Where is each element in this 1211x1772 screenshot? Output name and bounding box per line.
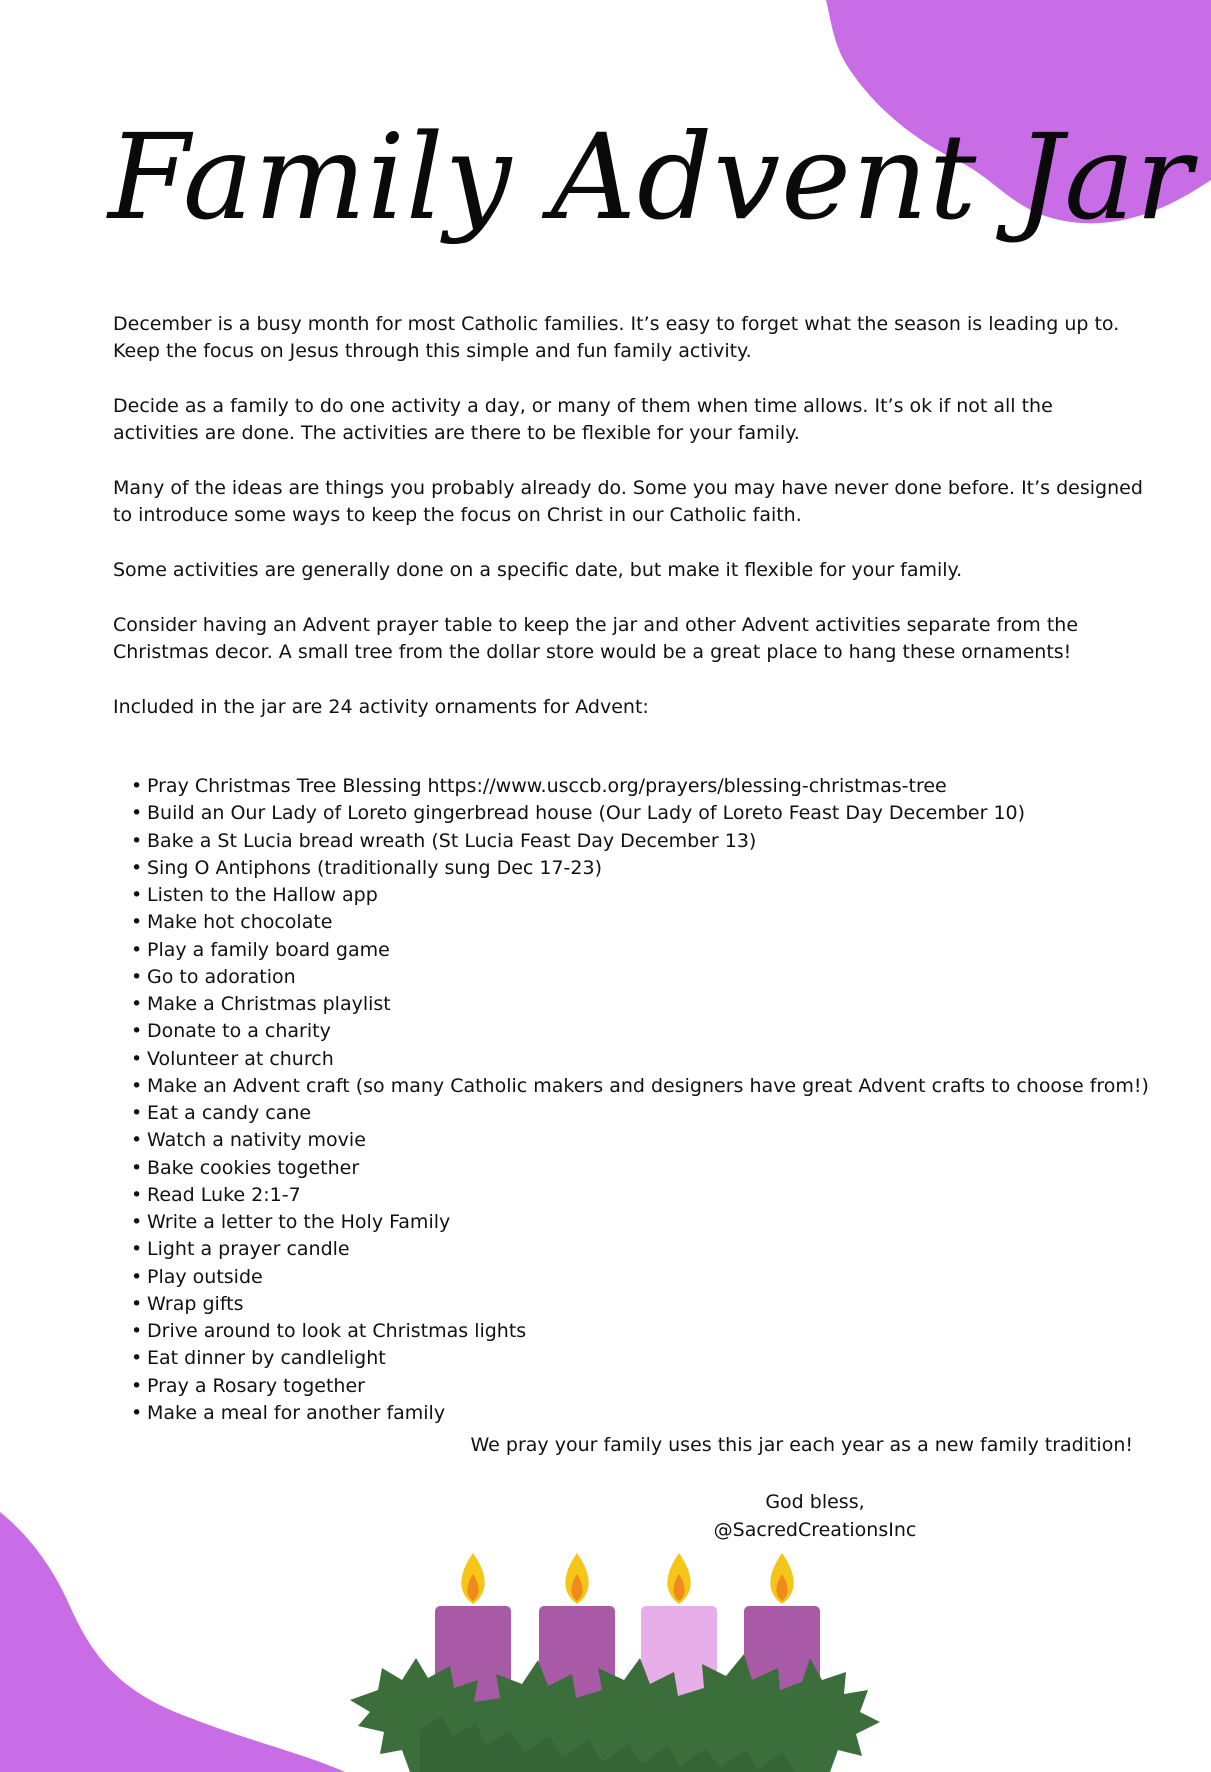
intro-paragraph: December is a busy month for most Catholic families. It’s easy to forget what the season is leading up to. Keep the focus on Jesus through this simple and fun family activity. (113, 313, 1120, 362)
list-item: • Make a meal for another family (131, 1400, 1143, 1427)
intro-paragraph: Decide as a family to do one activity a day, or many of them when time allows. It’s ok if not all the activities are done. The activities are there to be flexible for your family. (113, 395, 1053, 444)
intro-paragraph: Many of the ideas are things you probably already do. Some you may have never done before. It’s designed to introduce some ways to keep the focus on Christ in our Catholic faith. (113, 477, 1143, 526)
list-item: • Play outside (131, 1264, 1143, 1291)
list-item: • Bake a St Lucia bread wreath (St Lucia Feast Day December 13) (131, 828, 1143, 855)
list-item: • Watch a nativity movie (131, 1127, 1143, 1154)
list-item: • Make a Christmas playlist (131, 991, 1143, 1018)
closing-line: We pray your family uses this jar each year as a new family tradition! (470, 1434, 1133, 1456)
list-item: • Go to adoration (131, 964, 1143, 991)
list-item: • Drive around to look at Christmas lights (131, 1318, 1143, 1345)
list-item: • Eat dinner by candlelight (131, 1345, 1143, 1372)
intro-paragraph: Consider having an Advent prayer table to keep the jar and other Advent activities separate from the Christmas decor. A small tree from the dollar store would be a great place to hang these ornaments! (113, 614, 1079, 663)
list-item: • Read Luke 2:1-7 (131, 1182, 1143, 1209)
intro-paragraph: Some activities are generally done on a specific date, but make it flexible for your family. (113, 559, 963, 581)
list-item: • Play a family board game (131, 937, 1143, 964)
list-item: • Make hot chocolate (131, 909, 1143, 936)
list-item: • Eat a candy cane (131, 1100, 1143, 1127)
list-item: • Pray a Rosary together (131, 1373, 1143, 1400)
list-item: • Make an Advent craft (so many Catholic makers and designers have great Advent crafts to choose from!) (131, 1073, 1143, 1100)
list-item: • Light a prayer candle (131, 1236, 1143, 1263)
main-content (113, 311, 1149, 1427)
list-item: • Sing O Antiphons (traditionally sung Dec 17-23) (131, 855, 1143, 882)
flame-icon (461, 1553, 484, 1604)
page-title: Family Advent Jar (108, 108, 1193, 246)
signoff-greeting: God bless, (765, 1491, 865, 1513)
flame-icon (770, 1553, 793, 1604)
list-item: • Build an Our Lady of Loreto gingerbread house (Our Lady of Loreto Feast Day December 10) (131, 800, 1143, 827)
list-item: • Donate to a charity (131, 1018, 1143, 1045)
flame-icon (667, 1553, 690, 1604)
list-intro: Included in the jar are 24 activity ornaments for Advent: (113, 696, 649, 718)
list-item: • Volunteer at church (131, 1046, 1143, 1073)
list-item: • Wrap gifts (131, 1291, 1143, 1318)
signoff (660, 1488, 970, 1544)
list-item: • Write a letter to the Holy Family (131, 1209, 1143, 1236)
list-item: • Listen to the Hallow app (131, 882, 1143, 909)
list-item: • Pray Christmas Tree Blessing https://www.usccb.org/prayers/blessing-christmas-tree (131, 773, 1143, 800)
flame-icon (565, 1553, 588, 1604)
advent-wreath-icon (350, 1540, 880, 1772)
list-item: • Bake cookies together (131, 1155, 1143, 1182)
activity-list (113, 773, 1149, 1427)
signoff-handle: @SacredCreationsInc (713, 1519, 917, 1541)
